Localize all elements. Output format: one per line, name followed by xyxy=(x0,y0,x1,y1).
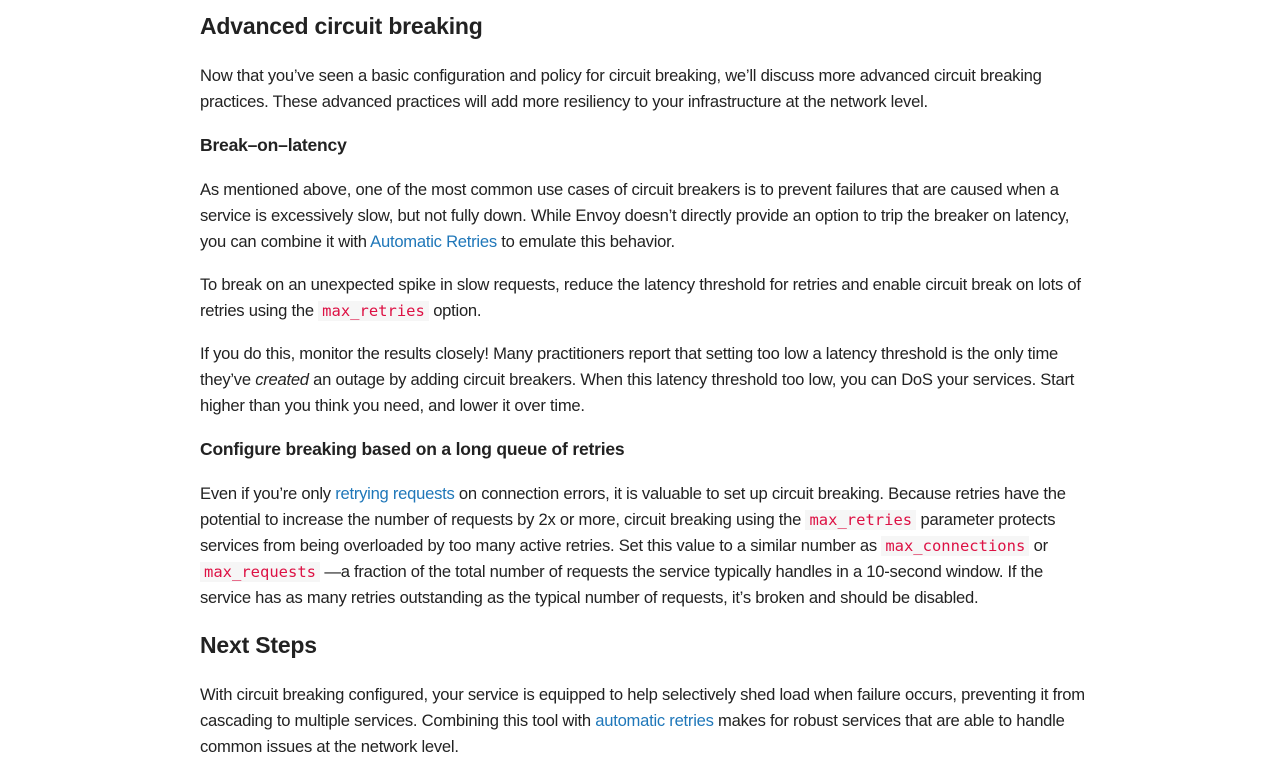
text-span: or xyxy=(1029,536,1048,555)
retrying-requests-link[interactable]: retrying requests xyxy=(335,484,455,503)
text-span: parameter protects services from being overloaded by too many active retries. Set this value to a similar number as xyxy=(200,510,1056,555)
queue-paragraph xyxy=(200,481,1095,611)
automatic-retries-link-2[interactable]: automatic retries xyxy=(595,711,714,730)
automatic-retries-link[interactable]: Automatic Retries xyxy=(370,232,497,251)
text-span: To break on an unexpected spike in slow requests, reduce the latency threshold for retries and enable circuit break on lots of retries using the xyxy=(200,275,1081,320)
emphasis-created: created xyxy=(255,370,309,389)
text-span: makes for robust services that are able to handle common issues at the network level. xyxy=(200,711,1065,756)
text-span: option. xyxy=(428,301,482,320)
text-span: If you do this, monitor the results closely! Many practitioners report that setting too low a latency threshold is the only time they’ve xyxy=(200,344,1059,389)
text-span: on connection errors, it is valuable to set up circuit breaking. Because retries have the potential to increase the number of requests by 2x or more, circuit breaking using the xyxy=(200,484,1066,529)
subheading-break-on-latency: Break–on–latency xyxy=(200,135,347,155)
code-max-retries: max_retries xyxy=(318,301,429,321)
latency-paragraph-3 xyxy=(200,341,1095,419)
latency-paragraph-1 xyxy=(200,177,1095,255)
section-heading-advanced-circuit-breaking: Advanced circuit breaking xyxy=(200,13,483,39)
text-span: an outage by adding circuit breakers. When this latency threshold too low, you can DoS your services. Start higher than you think you need, and lower it over time. xyxy=(200,370,1075,415)
code-max-requests: max_requests xyxy=(200,562,320,582)
intro-paragraph: Now that you’ve seen a basic configuration and policy for circuit breaking, we’ll discuss more advanced circuit breaking practices. These advanced practices will add more resiliency to your infrastructure at the network level. xyxy=(200,66,1042,111)
text-span: to emulate this behavior. xyxy=(496,232,675,251)
text-span: As mentioned above, one of the most common use cases of circuit breakers is to prevent failures that are caused when a service is excessively slow, but not fully down. While Envoy doesn’t directly provide an option to trip the breaker on latency, you can combine it with xyxy=(200,180,1070,251)
text-span: With circuit breaking configured, your service is equipped to help selectively shed load when failure occurs, preventing it from cascading to multiple services. Combining this tool with xyxy=(200,685,1085,730)
section-heading-next-steps: Next Steps xyxy=(200,632,317,658)
code-max-retries: max_retries xyxy=(805,510,916,530)
latency-paragraph-2 xyxy=(200,272,1095,324)
next-steps-paragraph xyxy=(200,682,1095,760)
text-span: Even if you’re only xyxy=(200,484,336,503)
text-span: —a fraction of the total number of requests the service typically handles in a 10-second window. If the service has as many retries outstanding as the typical number of requests, it’s broken and should be disabled. xyxy=(200,562,1043,607)
subheading-long-queue-of-retries: Configure breaking based on a long queue of retries xyxy=(200,439,625,459)
code-max-connections: max_connections xyxy=(881,536,1029,556)
